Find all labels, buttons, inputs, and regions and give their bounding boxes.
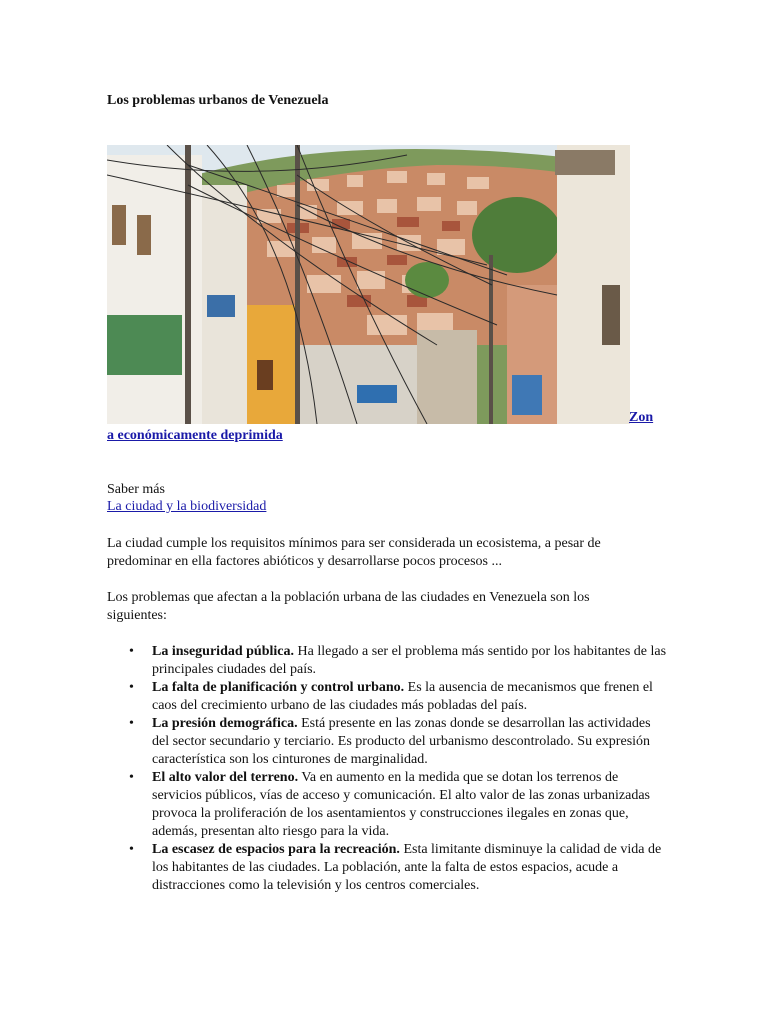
list-item-text: Es la ausencia de mecanismos que frenen el caos del crecimiento urbano de las ciudades más pobladas del país. [152,680,653,713]
list-item-heading: La falta de planificación y control urbano. [152,680,405,695]
bullet-icon: • [129,644,134,659]
problems-list [107,643,667,895]
image-caption-link-part2[interactable]: a económicamente deprimida [107,428,283,443]
list-item-text: Ha llegado a ser el problema más sentido por los habitantes de las principales ciudades del país. [152,644,667,677]
list-item-heading: El alto valor del terreno. [152,770,299,785]
list-item [107,643,667,679]
intro-paragraph: La ciudad cumple los requisitos mínimos para ser considerada un ecosistema, a pesar de predominar en ella factores abióticos y desarrollarse pocos procesos ... [107,536,601,569]
bullet-icon: • [129,842,134,857]
list-item [107,715,667,769]
problems-intro-paragraph: Los problemas que afectan a la población urbana de las ciudades en Venezuela son los siguientes: [107,590,590,623]
hillside-barrio-photo [107,145,630,424]
bullet-icon: • [129,680,134,695]
list-item [107,769,667,841]
list-item-text: Esta limitante disminuye la calidad de vida de los habitantes de las ciudades. La población, ante la falta de estos espacios, acude a distracciones como la televisión y los centros comerciales. [152,842,662,893]
list-item-text: Está presente en las zonas donde se desarrollan las actividades del sector secundario y terciario. Es producto del urbanismo descontrolado. Su expresión característica son los cinturones de marginalidad. [152,716,651,767]
list-item [107,679,667,715]
bullet-icon: • [129,770,134,785]
list-item-heading: La presión demográfica. [152,716,298,731]
bullet-icon: • [129,716,134,731]
list-item-text: Va en aumento en la medida que se dotan los terrenos de servicios públicos, vías de acceso y comunicación. El alto valor de las zonas urbanizadas provoca la proliferación de los asentamientos y construcciones ilegales en zonas que, además, presentan alto riesgo para la vida. [152,770,650,839]
saber-mas-label: Saber más [107,482,165,497]
related-article-link[interactable]: La ciudad y la biodiversidad [107,499,267,514]
list-item-heading: La escasez de espacios para la recreación. [152,842,400,857]
list-item [107,841,667,895]
list-item-heading: La inseguridad pública. [152,644,294,659]
image-caption-link-part1[interactable]: Zon [629,410,654,425]
page-title: Los problemas urbanos de Venezuela [107,93,329,108]
